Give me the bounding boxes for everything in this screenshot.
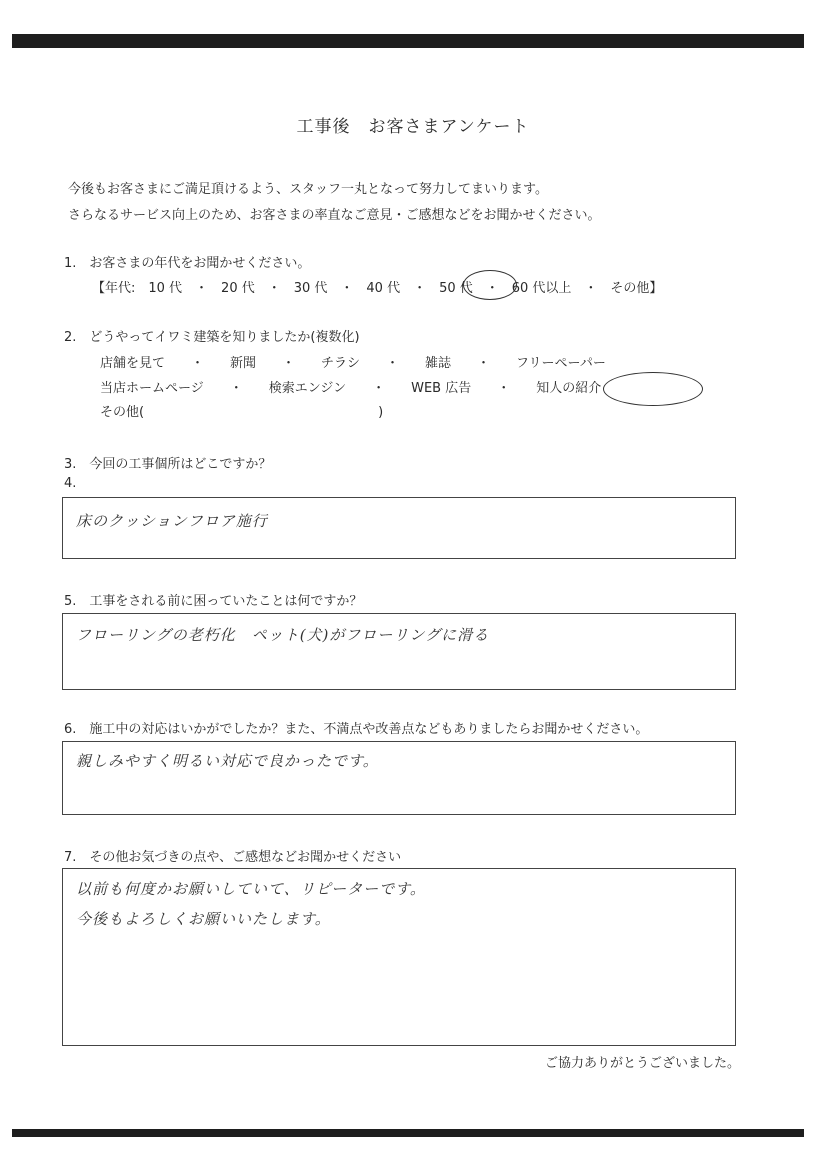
selected-circle-mark [463,270,517,300]
answer-7-text-line-1: 以前も何度かお願いしていて、リピーターです。 [76,880,426,898]
question-7-label: 7. その他お気づきの点や、ご感想などお聞かせください [64,850,402,865]
intro-line-1: 今後もお客さまにご満足頂けるよう、スタッフ一丸となって努力してまいります。 [68,182,548,197]
bottom-border-bar [12,1129,804,1137]
question-5-label: 5. 工事をされる前に困っていたことは何ですか？ [64,594,363,609]
question-6-label: 6. 施工中の対応はいかがでしたか？また、不満点や改善点などもありましたらお聞かせください。 [64,722,649,737]
page-title: 工事後 お客さまアンケート [296,117,530,137]
question-2-label: 2. どうやってイワミ建築を知りましたか(複数化) [64,330,360,345]
question-3-label: 3. 今回の工事個所はどこですか？ [64,457,272,472]
question-2-options-row-3: その他( ) [100,405,384,420]
answer-6-text: 親しみやすく明るい対応で良かったです。 [76,752,379,770]
question-4-label: 4. [64,476,77,491]
question-2-options-row-1: 店舗を見て ・ 新聞 ・ チラシ ・ 雑誌 ・ フリーペーパー [100,356,606,371]
answer-7-text-line-2: 今後もよろしくお願いいたします。 [76,910,331,928]
answer-4-text: 床のクッションフロア施行 [76,512,268,530]
question-1-label: 1. お客さまの年代をお聞かせください。 [64,256,311,271]
question-1-options: 【年代: 10 代 ・ 20 代 ・ 30 代 ・ 40 代 ・ 50 代 ・ 60 代以上 ・ その他】 [92,281,663,296]
thanks-message: ご協力ありがとうございました。 [545,1056,741,1071]
answer-5-text: フローリングの老朽化 ペット(犬)がフローリングに滑る [76,626,490,644]
selected-circle-mark-2 [603,372,703,406]
question-2-options-row-2: 当店ホームページ ・ 検索エンジン ・ WEB 広告 ・ 知人の紹介 [100,381,602,396]
top-border-bar [12,34,804,48]
intro-line-2: さらなるサービス向上のため、お客さまの率直なご意見・ご感想などをお聞かせください。 [68,208,601,223]
